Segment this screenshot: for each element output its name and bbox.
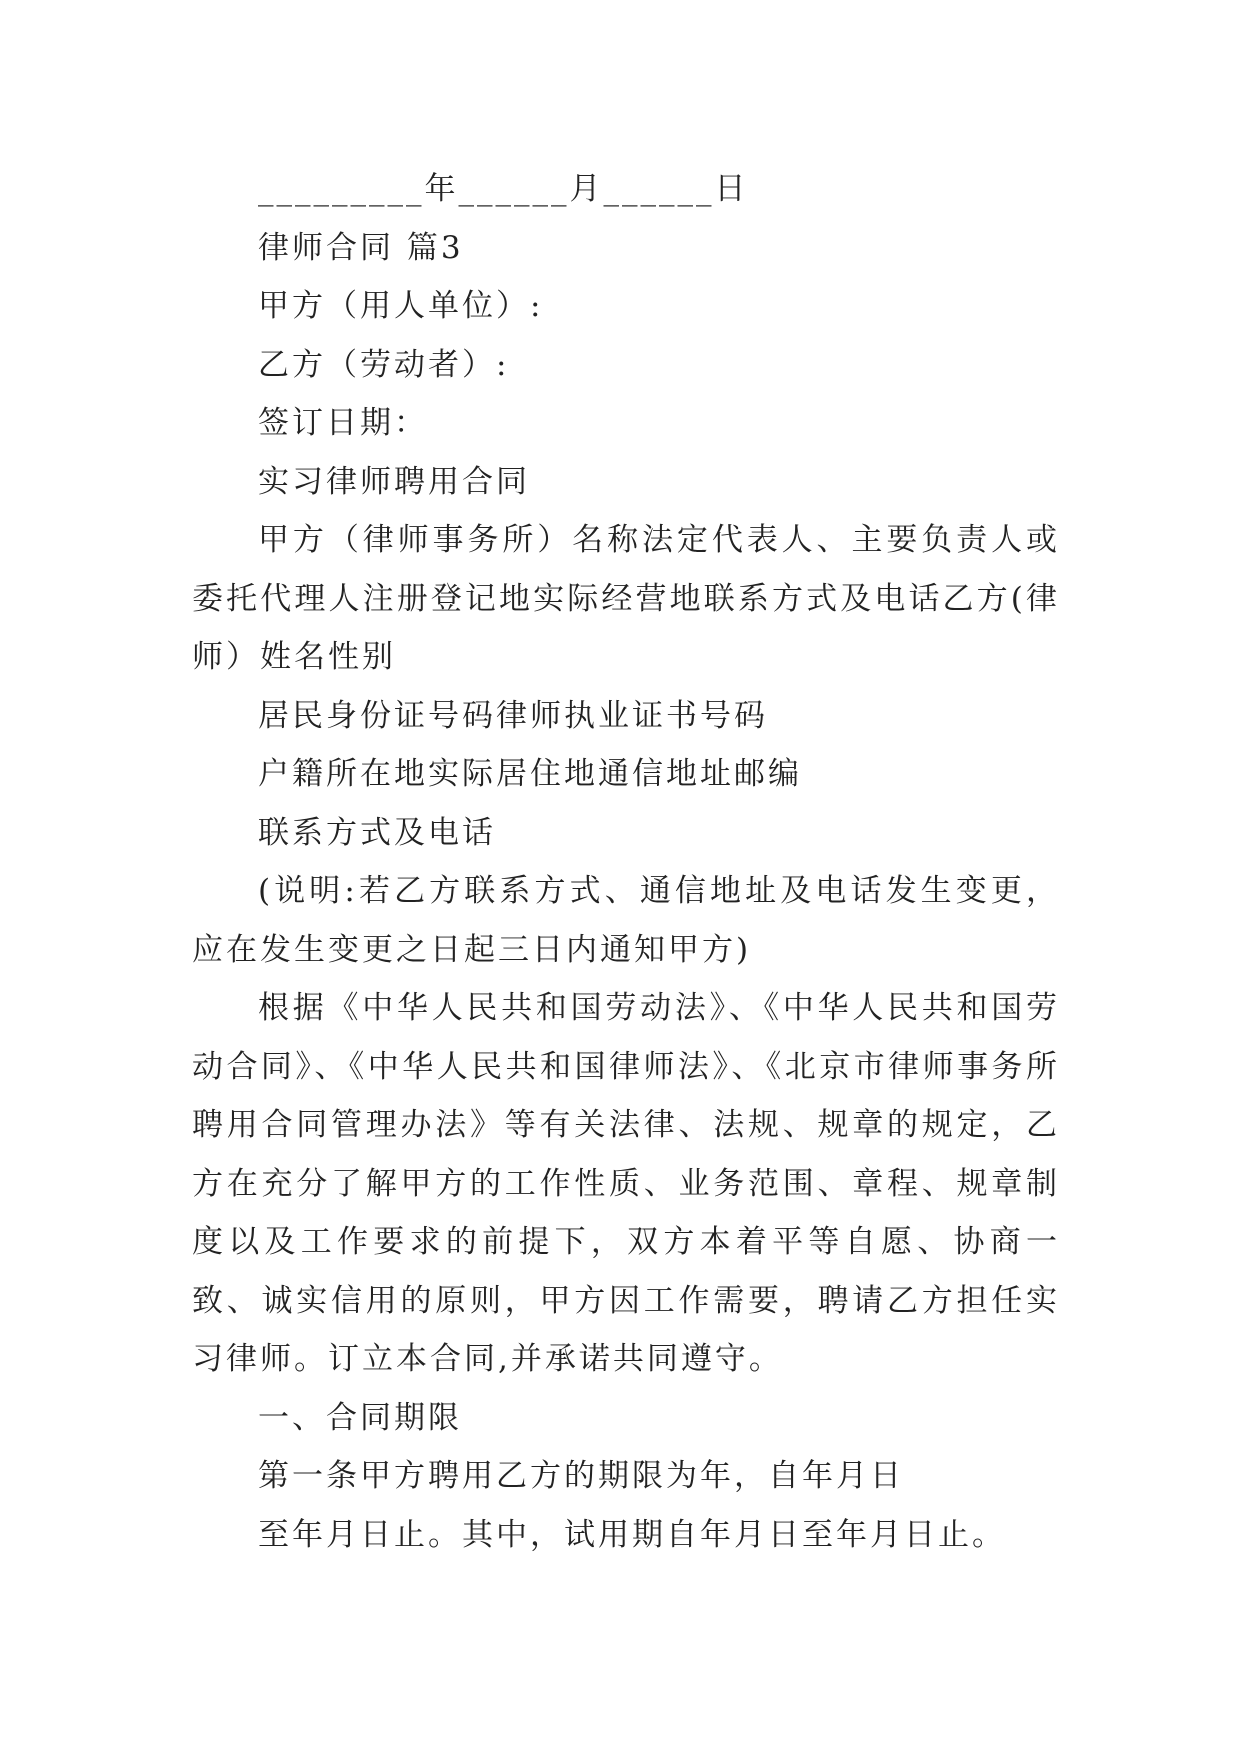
date-line: _________年______月______日 (258, 171, 749, 207)
change-notice-paragraph: (说明:若乙方联系方式、通信地址及电话发生变更，应在发生变更之日起三日内通知甲方) (192, 873, 1060, 968)
contract-heading: 律师合同 篇3 (258, 229, 464, 266)
party-a-details-paragraph: 甲方（律师事务所）名称法定代表人、主要负责人或委托代理人注册登记地实际经营地联系方式及电话乙方(律师）姓名性别 (192, 522, 1060, 675)
party-a-line: 甲方（用人单位）: (258, 288, 544, 324)
document-body (192, 160, 1060, 1564)
party-b-line: 乙方（劳动者）: (258, 346, 510, 383)
address-line: 户籍所在地实际居住地通信地址邮编 (258, 756, 802, 792)
contact-line: 联系方式及电话 (258, 814, 496, 851)
sign-date-line: 签订日期： (258, 405, 428, 441)
legal-basis-paragraph: 根据《中华人民共和国劳动法》、《中华人民共和国劳动合同》、《中华人民共和国律师法》、《北京市律师事务所聘用合同管理办法》等有关法律、法规、规章的规定，乙方在充分了解甲方的工作性质、业务范围、章程、规章制度以及工作要求的前提下，双方本着平等自愿、协商一致、诚实信用的原则，甲方因工作需要，聘请乙方担任实习律师。订立本合同,并承诺共同遵守。 (192, 990, 1060, 1377)
article-one-line: 第一条甲方聘用乙方的期限为年，自年月日 (258, 1458, 904, 1494)
id-numbers-line: 居民身份证号码律师执业证书号码 (258, 697, 768, 734)
contract-title: 实习律师聘用合同 (258, 463, 530, 500)
article-one-continuation: 至年月日止。其中，试用期自年月日至年月日止。 (258, 1516, 1006, 1553)
section-one-heading: 一、合同期限 (258, 1399, 462, 1436)
